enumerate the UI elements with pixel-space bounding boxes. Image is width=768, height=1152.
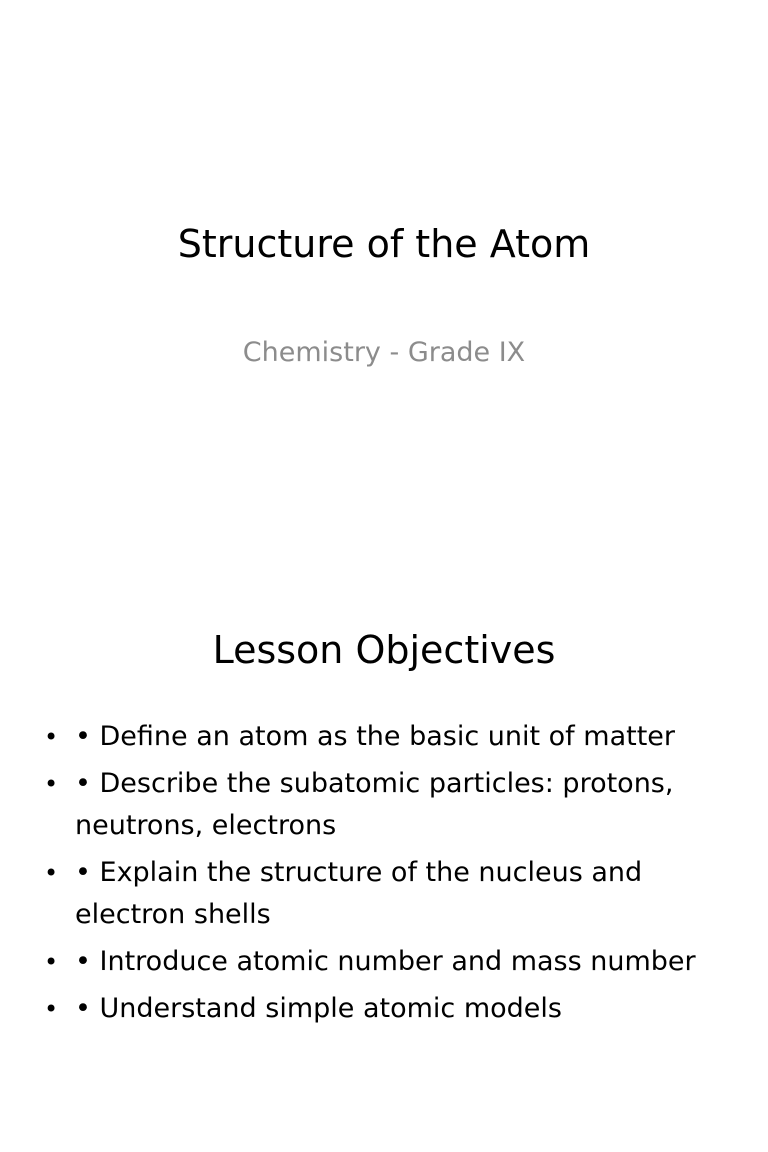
bullet-dot-icon: •: [44, 723, 59, 751]
bullet-dot-icon: •: [44, 859, 59, 887]
list-item: [38, 941, 738, 983]
objectives-list: [38, 716, 738, 1035]
list-item-text: • Describe the subatomic particles: protons, neutrons, electrons: [75, 768, 674, 841]
list-item: [38, 716, 738, 758]
bullet-dot-icon: •: [44, 948, 59, 976]
slide-subtitle: Chemistry - Grade IX: [242, 337, 526, 368]
bullet-dot-icon: •: [44, 770, 59, 798]
slide-title: Structure of the Atom: [177, 222, 591, 266]
list-item-text: • Introduce atomic number and mass number: [75, 946, 696, 977]
objectives-heading: Lesson Objectives: [212, 628, 556, 672]
list-item: [38, 763, 738, 847]
list-item-text: • Understand simple atomic models: [75, 993, 562, 1024]
bullet-dot-icon: •: [44, 995, 59, 1023]
list-item-text: • Define an atom as the basic unit of matter: [75, 721, 675, 752]
list-item-text: • Explain the structure of the nucleus and electron shells: [75, 857, 643, 930]
list-item: [38, 852, 738, 936]
objectives-slide: [0, 576, 768, 1152]
